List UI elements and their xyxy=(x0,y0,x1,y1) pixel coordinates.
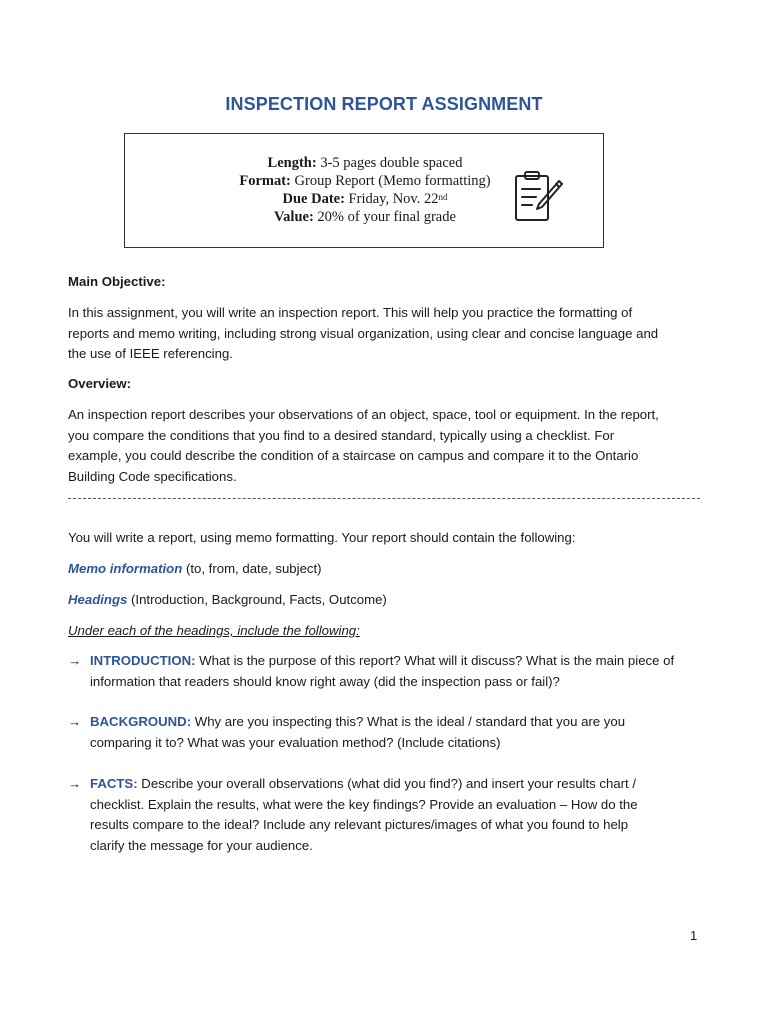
under-headings-line: Under each of the headings, include the following: xyxy=(68,623,360,638)
memo-information-label: Memo information xyxy=(68,561,183,576)
dashed-divider xyxy=(68,498,700,499)
bullet-line: Describe your overall observations (what did you find?) and insert your results chart / xyxy=(137,776,637,791)
bullet-text xyxy=(90,774,706,856)
format-value: Group Report (Memo formatting) xyxy=(294,173,491,189)
overview-line: example, you could describe the condition of a staircase on campus and compare it to the Ontario xyxy=(68,448,639,463)
due-date-suffix: nd xyxy=(438,192,448,202)
bullet-line: comparing it to? What was your evaluation method? (Include citations) xyxy=(90,734,501,750)
due-date-label: Due Date: xyxy=(282,191,345,207)
main-objective-line: the use of IEEE referencing. xyxy=(68,346,233,361)
bullet-text xyxy=(90,651,706,692)
main-objective-line: In this assignment, you will write an inspection report. This will help you practice the formatting of xyxy=(68,305,633,320)
length-value: 3-5 pages double spaced xyxy=(320,155,463,171)
bullet-line: checklist. Explain the results, what were the key findings? Provide an evaluation – How do the xyxy=(90,796,638,812)
main-objective-paragraph xyxy=(68,303,704,365)
bullet-line: clarify the message for your audience. xyxy=(90,837,313,853)
report-intro-line: You will write a report, using memo formatting. Your report should contain the following: xyxy=(68,530,576,545)
main-objective-heading: Main Objective: xyxy=(68,274,166,289)
headings-line xyxy=(68,590,704,611)
main-objective-line: reports and memo writing, including strong visual organization, using clear and concise language and xyxy=(68,325,659,341)
arrow-right-icon: → xyxy=(68,714,82,729)
value-value: 20% of your final grade xyxy=(317,209,456,225)
overview-paragraph xyxy=(68,405,704,487)
memo-information-line xyxy=(68,559,704,580)
format-label: Format: xyxy=(239,173,291,189)
bullet-line: results compare to the ideal? Include any relevant pictures/images of what you found to help xyxy=(90,817,629,832)
overview-line: Building Code specifications. xyxy=(68,468,237,484)
headings-label: Headings xyxy=(68,592,128,607)
bullet-label: INTRODUCTION: xyxy=(90,653,196,668)
due-date-value: Friday, Nov. 22 xyxy=(348,191,439,207)
headings-details: (Introduction, Background, Facts, Outcome) xyxy=(127,592,387,607)
arrow-right-icon: → xyxy=(68,653,82,668)
bullet-label: BACKGROUND: xyxy=(90,714,192,729)
clipboard-pencil-icon xyxy=(512,169,564,225)
bullet-line: What is the purpose of this report? What will it discuss? What is the main piece of xyxy=(195,653,675,668)
bullet-text xyxy=(90,712,706,753)
overview-heading: Overview: xyxy=(68,376,132,391)
arrow-right-icon: → xyxy=(68,776,82,791)
overview-line: An inspection report describes your observations of an object, space, tool or equipment. In the report, xyxy=(68,407,659,422)
length-label: Length: xyxy=(267,155,317,171)
overview-line: you compare the conditions that you find to a desired standard, typically using a checklist. For xyxy=(68,427,615,443)
bullet-label: FACTS: xyxy=(90,776,138,791)
bullet-line: Why are you inspecting this? What is the ideal / standard that you are you xyxy=(191,714,626,729)
memo-information-details: (to, from, date, subject) xyxy=(182,561,322,576)
page-number: 1 xyxy=(690,928,698,943)
document-title: INSPECTION REPORT ASSIGNMENT xyxy=(225,94,543,114)
value-label: Value: xyxy=(274,209,314,225)
bullet-line: information that readers should know right away (did the inspection pass or fail)? xyxy=(90,673,560,689)
